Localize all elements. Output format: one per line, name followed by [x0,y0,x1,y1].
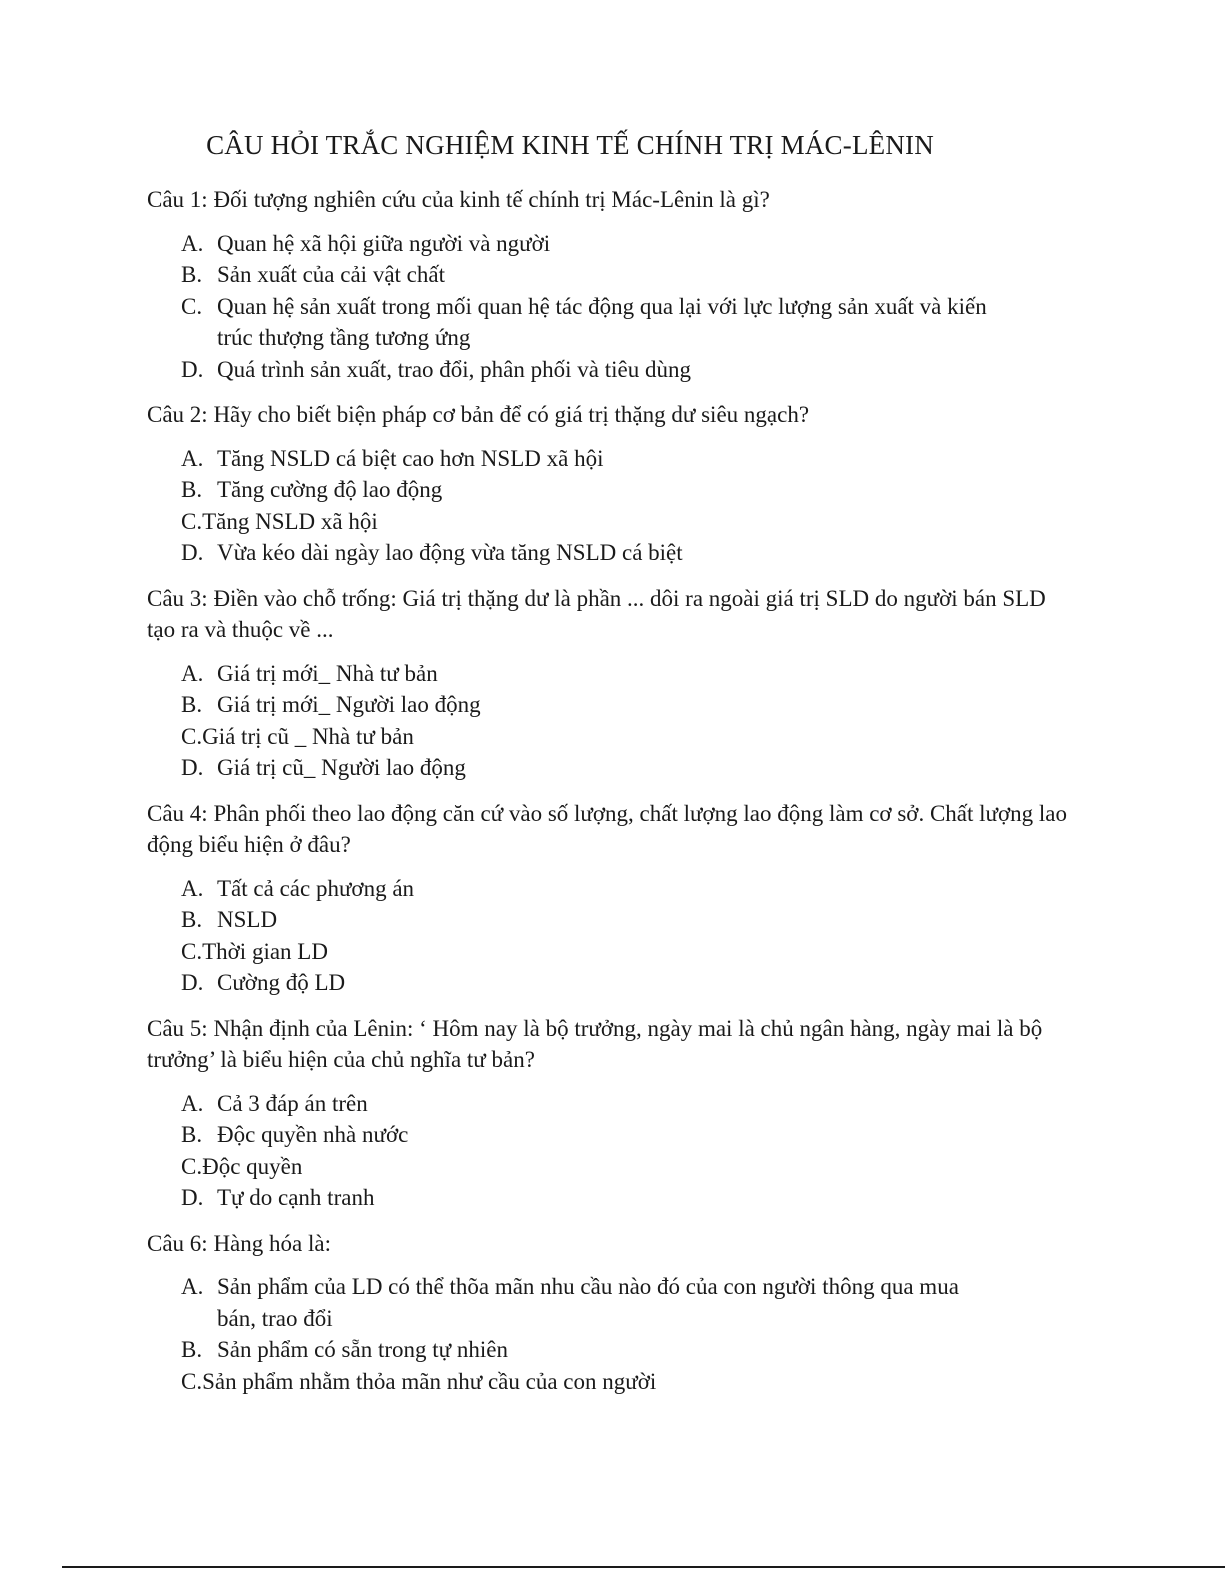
option-text: Sản xuất của cải vật chất [217,262,445,287]
option-text: Độc quyền [202,1153,303,1179]
question-6 [147,1228,1067,1398]
option-letter: D. [181,540,204,565]
option-a [181,658,1067,690]
option-b [181,1334,1067,1366]
question-5 [147,1013,1067,1214]
option-text: Tự do cạnh tranh [217,1185,375,1210]
option-b [181,1119,1067,1151]
option-a [181,443,1067,475]
option-letter: B. [181,692,203,717]
option-letter: A. [181,230,204,256]
option-text: Độc quyền nhà nước [217,1122,409,1147]
question-text: Câu 1: Đối tượng nghiên cứu của kinh tế chính trị Mác-Lênin là gì? [147,187,770,212]
option-d [181,967,1067,999]
question-text: Câu 4: Phân phối theo lao động căn cứ vào số lượng, chất lượng lao động làm cơ sở. Chất lượng lao động biểu hiện ở đâu? [147,800,1067,857]
option-text: Tất cả các phương án [217,875,415,901]
option-letter: C. [181,293,203,319]
option-a [181,873,1067,905]
option-a [181,1271,1067,1334]
option-b [181,904,1067,936]
option-letter: B. [181,262,203,287]
question-2 [147,399,1067,569]
question-1 [147,184,1067,385]
option-letter: D. [181,755,204,780]
option-list [147,1271,1067,1397]
option-a [181,228,1067,260]
option-letter: A. [181,1090,204,1116]
option-d [181,354,1067,386]
option-letter: C. [181,1153,203,1179]
option-list [147,228,1067,386]
question-3 [147,583,1067,784]
question-text: Câu 2: Hãy cho biết biện pháp cơ bản để có giá trị thặng dư siêu ngạch? [147,402,810,427]
option-letter: D. [181,1185,204,1210]
option-c [181,721,1067,753]
option-list [147,443,1067,569]
option-text: Sản phẩm của LD có thể thõa mãn nhu cầu nào đó của con người thông qua mua bán, trao đổi [217,1274,959,1331]
option-text: Cả 3 đáp án trên [217,1090,368,1116]
option-text: Quá trình sản xuất, trao đổi, phân phối và tiêu dùng [217,356,691,382]
option-letter: C. [181,723,203,749]
option-list [147,873,1067,999]
option-text: Vừa kéo dài ngày lao động vừa tăng NSLD cá biệt [217,540,683,565]
question-text: Câu 6: Hàng hóa là: [147,1230,331,1256]
option-text: Sản phẩm có sẵn trong tự nhiên [217,1337,508,1362]
option-d [181,1182,1067,1214]
option-text: Tăng NSLD xã hội [202,508,378,534]
option-a [181,1088,1067,1120]
option-text: Sản phẩm nhằm thỏa mãn như cầu của con người [202,1368,657,1394]
option-c [181,936,1067,968]
option-text: Thời gian LD [202,938,328,964]
option-text: Tăng cường độ lao động [217,477,443,502]
page-bottom-rule [62,1566,1225,1568]
option-text: Cường độ LD [217,970,346,995]
option-letter: B. [181,1337,203,1362]
option-b [181,259,1067,291]
option-letter: A. [181,445,204,471]
option-letter: A. [181,660,204,686]
option-list [147,658,1067,784]
option-letter: B. [181,907,203,932]
option-text: Tăng NSLD cá biệt cao hơn NSLD xã hội [217,445,604,471]
option-text: NSLD [217,907,278,932]
option-c [181,291,1067,354]
option-letter: A. [181,875,204,901]
option-text: Giá trị cũ_ Người lao động [217,755,466,780]
option-letter: C. [181,1368,203,1394]
option-text: Giá trị cũ _ Nhà tư bản [202,723,414,749]
option-c [181,506,1067,538]
option-text: Quan hệ sản xuất trong mối quan hệ tác động qua lại với lực lượng sản xuất và kiến trúc thượng tầng tương ứng [217,293,987,350]
option-text: Quan hệ xã hội giữa người và người [217,230,551,256]
page-title: CÂU HỎI TRẮC NGHIỆM KINH TẾ CHÍNH TRỊ MÁC-LÊNIN [206,130,934,160]
option-letter: C. [181,508,203,534]
option-list [147,1088,1067,1214]
question-text: Câu 3: Điền vào chỗ trống: Giá trị thặng dư là phần ... dôi ra ngoài giá trị SLD do người bán SLD tạo ra và thuộc về ... [147,585,1046,642]
option-text: Giá trị mới_ Nhà tư bản [217,660,438,686]
option-c [181,1366,1067,1398]
question-4 [147,798,1067,999]
question-list [147,184,1067,1411]
option-letter: B. [181,477,203,502]
option-letter: D. [181,356,204,382]
question-text: Câu 5: Nhận định của Lênin: ‘ Hôm nay là bộ trưởng, ngày mai là chủ ngân hàng, ngày mai là bộ trưởng’ là biểu hiện của chủ nghĩa tư bản? [147,1015,1043,1072]
option-b [181,474,1067,506]
option-letter: D. [181,970,204,995]
option-d [181,537,1067,569]
option-d [181,752,1067,784]
option-letter: C. [181,938,203,964]
option-text: Giá trị mới_ Người lao động [217,692,481,717]
option-b [181,689,1067,721]
option-c [181,1151,1067,1183]
option-letter: B. [181,1122,203,1147]
option-letter: A. [181,1274,204,1299]
